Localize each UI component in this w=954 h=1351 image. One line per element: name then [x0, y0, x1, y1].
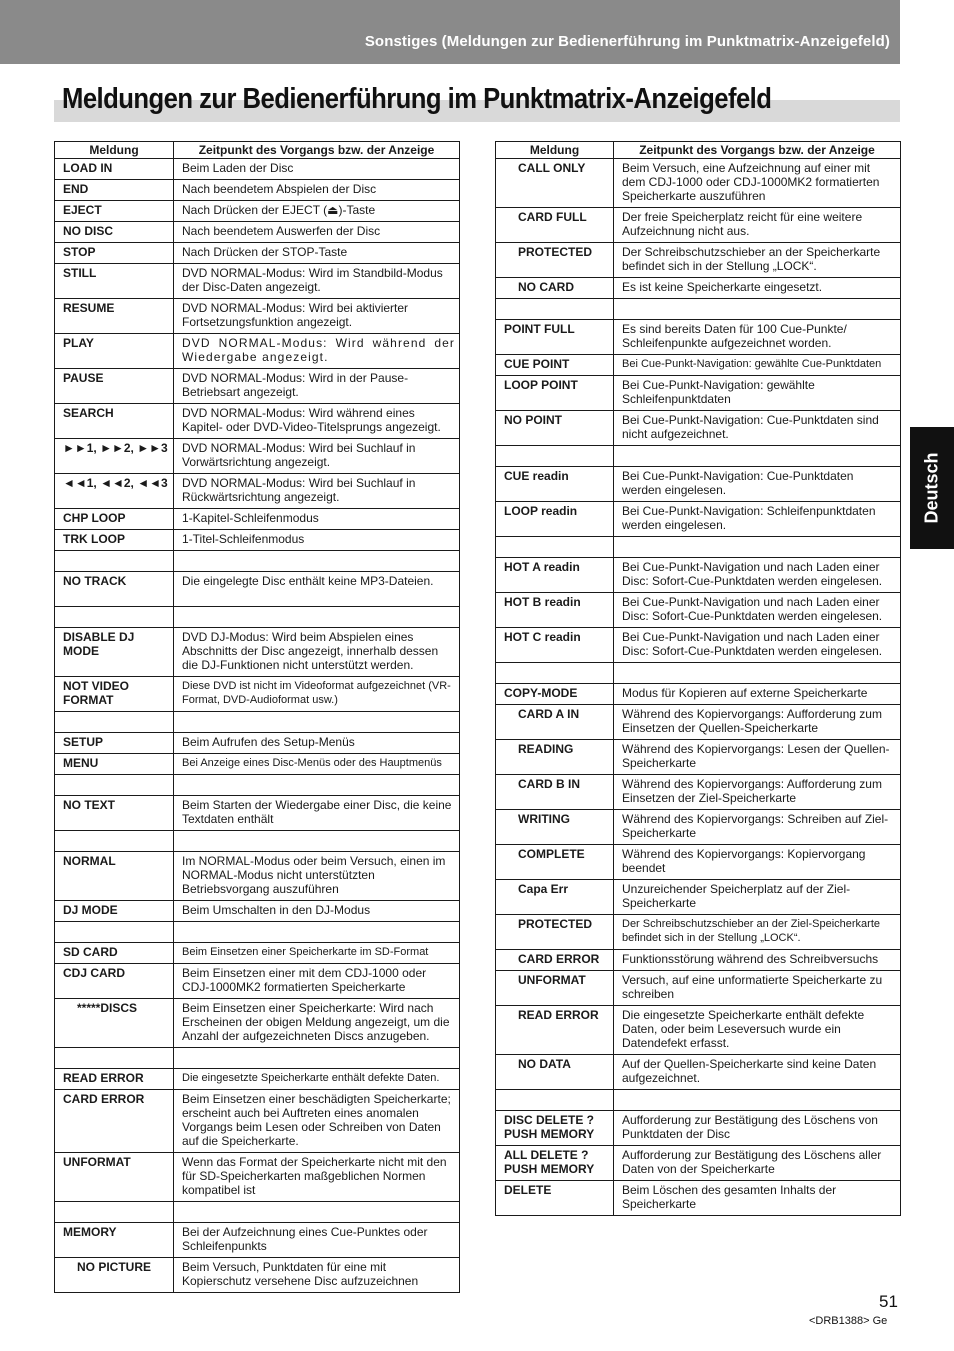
table-row — [55, 369, 460, 404]
table-row — [496, 684, 901, 705]
table-row — [496, 278, 901, 299]
empty-cell — [496, 537, 614, 558]
document-code: <DRB1388> Ge — [809, 1315, 888, 1327]
description-cell: Die eingesetzte Speicherkarte enthält defekte Daten, oder beim Leseversuch wurde ein Datendefekt erfasst. — [614, 1006, 901, 1055]
description-cell: Nach beendetem Abspielen der Disc — [174, 180, 460, 201]
table-row — [55, 334, 460, 369]
table-row — [55, 509, 460, 530]
description-cell: DVD NORMAL-Modus: Wird in der Pause-Betriebsart angezeigt. — [174, 369, 460, 404]
description-cell: Bei Cue-Punkt-Navigation: Schleifenpunktdaten werden eingelesen. — [614, 502, 901, 537]
message-cell: CALL ONLY — [496, 159, 614, 208]
section-header-band — [0, 0, 900, 64]
table-row — [55, 222, 460, 243]
empty-cell — [174, 712, 460, 733]
description-cell: Funktionsstörung während des Schreibversuchs — [614, 950, 901, 971]
message-cell: MENU — [55, 754, 174, 775]
message-cell: MEMORY — [55, 1223, 174, 1258]
table-row — [496, 355, 901, 376]
description-cell: Beim Starten der Wiedergabe einer Disc, die keine Textdaten enthält — [174, 796, 460, 831]
table-row — [496, 1111, 901, 1146]
description-cell: Während des Kopiervorgangs: Schreiben auf Ziel-Speicherkarte — [614, 810, 901, 845]
description-cell: Nach Drücken der EJECT (⏏)-Taste — [174, 201, 460, 222]
table-row — [496, 845, 901, 880]
message-cell: NO CARD — [496, 278, 614, 299]
table-row — [55, 999, 460, 1048]
table-row — [55, 677, 460, 712]
description-cell: DVD NORMAL-Modus: Wird im Standbild-Modus der Disc-Daten angezeigt. — [174, 264, 460, 299]
empty-cell — [614, 446, 901, 467]
table-row — [496, 775, 901, 810]
empty-cell — [614, 663, 901, 684]
description-cell: Beim Löschen des gesamten Inhalts der Speicherkarte — [614, 1181, 901, 1216]
spacer-row — [55, 712, 460, 733]
message-cell: PROTECTED — [496, 915, 614, 950]
table-row — [55, 572, 460, 607]
description-cell: Modus für Kopieren auf externe Speicherkarte — [614, 684, 901, 705]
section-header-text: Sonstiges (Meldungen zur Bedienerführung im Punktmatrix-Anzeigefeld) — [364, 33, 890, 50]
page-number: 51 — [879, 1292, 898, 1311]
description-cell: Im NORMAL-Modus oder beim Versuch, einen im NORMAL-Modus nicht unterstützten Betriebsvorgang auszuführen — [174, 852, 460, 901]
spacer-row — [55, 551, 460, 572]
message-cell: WRITING — [496, 810, 614, 845]
table-row — [55, 964, 460, 999]
empty-cell — [496, 299, 614, 320]
message-cell: READ ERROR — [55, 1069, 174, 1090]
table-row — [55, 1223, 460, 1258]
description-cell: Es sind bereits Daten für 100 Cue-Punkte/ Schleifenpunkte aufgezeichnet worden. — [614, 320, 901, 355]
message-cell: HOT C readin — [496, 628, 614, 663]
table-row — [496, 628, 901, 663]
message-cell: PROTECTED — [496, 243, 614, 278]
table-row — [496, 208, 901, 243]
description-cell: Bei Cue-Punkt-Navigation: gewählte Schleifenpunktdaten — [614, 376, 901, 411]
empty-cell — [55, 712, 174, 733]
description-cell: Bei Cue-Punkt-Navigation: gewählte Cue-Punktdaten — [614, 355, 901, 376]
empty-cell — [55, 607, 174, 628]
table-row — [55, 180, 460, 201]
description-cell: Beim Einsetzen einer mit dem CDJ-1000 oder CDJ-1000MK2 formatierten Speicherkarte — [174, 964, 460, 999]
message-cell: PLAY — [55, 334, 174, 369]
table-row — [496, 915, 901, 950]
description-cell: Bei Cue-Punkt-Navigation: Cue-Punktdaten sind nicht aufgezeichnet. — [614, 411, 901, 446]
description-cell: DVD NORMAL-Modus: Wird bei aktivierter Fortsetzungsfunktion angezeigt. — [174, 299, 460, 334]
message-cell: NO POINT — [496, 411, 614, 446]
spacer-row — [496, 663, 901, 684]
description-cell: Unzureichender Speicherplatz auf der Ziel-Speicherkarte — [614, 880, 901, 915]
description-cell: 1-Titel-Schleifenmodus — [174, 530, 460, 551]
message-cell: READ ERROR — [496, 1006, 614, 1055]
description-cell: Beim Umschalten in den DJ-Modus — [174, 901, 460, 922]
message-cell: PAUSE — [55, 369, 174, 404]
table-row — [496, 320, 901, 355]
message-cell: CUE POINT — [496, 355, 614, 376]
description-cell: Aufforderung zur Bestätigung des Löschens von Punktdaten der Disc — [614, 1111, 901, 1146]
message-cell: READING — [496, 740, 614, 775]
description-cell: Beim Einsetzen einer Speicherkarte im SD-Format — [174, 943, 460, 964]
empty-cell — [55, 1202, 174, 1223]
empty-cell — [174, 775, 460, 796]
message-cell: NO TRACK — [55, 572, 174, 607]
description-cell: Versuch, auf eine unformatierte Speicherkarte zu schreiben — [614, 971, 901, 1006]
description-cell: Beim Aufrufen des Setup-Menüs — [174, 733, 460, 754]
spacer-row — [55, 607, 460, 628]
message-cell: DJ MODE — [55, 901, 174, 922]
table-row — [496, 1006, 901, 1055]
description-cell: Beim Einsetzen einer beschädigten Speicherkarte; erscheint auch bei Auftreten eines anomalen Vorgangs beim Lesen oder Schreiben von Daten auf die Speicherkarte. — [174, 1090, 460, 1153]
empty-cell — [614, 1090, 901, 1111]
message-cell: CARD ERROR — [496, 950, 614, 971]
table-row — [496, 376, 901, 411]
table-row — [55, 943, 460, 964]
empty-cell — [55, 922, 174, 943]
table-row — [55, 159, 460, 180]
empty-cell — [496, 446, 614, 467]
message-cell: NO TEXT — [55, 796, 174, 831]
message-cell: CARD ERROR — [55, 1090, 174, 1153]
col-header-zeitpunkt: Zeitpunkt des Vorgangs bzw. der Anzeige — [614, 142, 901, 159]
description-cell: DVD NORMAL-Modus: Wird während eines Kapitel- oder DVD-Video-Titelsprungs angezeigt. — [174, 404, 460, 439]
message-cell: CARD FULL — [496, 208, 614, 243]
table-row — [496, 411, 901, 446]
description-cell: Bei Cue-Punkt-Navigation und nach Laden einer Disc: Sofort-Cue-Punktdaten werden eingelesen. — [614, 593, 901, 628]
table-row — [55, 852, 460, 901]
table-row — [55, 1069, 460, 1090]
description-cell: Beim Versuch, Punktdaten für eine mit Kopierschutz versehene Disc aufzuzeichnen — [174, 1258, 460, 1293]
spacer-row — [55, 1048, 460, 1069]
description-cell: Beim Laden der Disc — [174, 159, 460, 180]
description-cell: Während des Kopiervorgangs: Kopiervorgang beendet — [614, 845, 901, 880]
messages-table-left — [54, 141, 460, 1293]
description-cell: Während des Kopiervorgangs: Lesen der Quellen-Speicherkarte — [614, 740, 901, 775]
message-cell: UNFORMAT — [55, 1153, 174, 1202]
empty-cell — [55, 1048, 174, 1069]
description-cell: Wenn das Format der Speicherkarte nicht mit den für SD-Speicherkarten maßgeblichen Normen kompatibel ist — [174, 1153, 460, 1202]
table-row — [496, 880, 901, 915]
message-cell: SETUP — [55, 733, 174, 754]
table-row — [496, 1146, 901, 1181]
empty-cell — [614, 299, 901, 320]
table-row — [55, 1153, 460, 1202]
description-cell: Diese DVD ist nicht im Videoformat aufgezeichnet (VR-Format, DVD-Audioformat usw.) — [174, 677, 460, 712]
table-row — [55, 404, 460, 439]
table-row — [496, 558, 901, 593]
description-cell: Nach Drücken der STOP-Taste — [174, 243, 460, 264]
description-cell: Beim Einsetzen einer Speicherkarte: Wird nach Erscheinen der obigen Meldung angezeigt, um die Anzahl der aufgezeichneten Discs anzugeben. — [174, 999, 460, 1048]
description-cell: DVD NORMAL-Modus: Wird bei Suchlauf in Vorwärtsrichtung angezeigt. — [174, 439, 460, 474]
table-row — [55, 264, 460, 299]
description-cell: Bei Anzeige eines Disc-Menüs oder des Hauptmenüs — [174, 754, 460, 775]
spacer-row — [496, 299, 901, 320]
description-cell: DVD DJ-Modus: Wird beim Abspielen eines Abschnitts der Disc angezeigt, innerhalb dessen die DJ-Funktionen nicht unterstützt werden. — [174, 628, 460, 677]
message-cell: NO PICTURE — [55, 1258, 174, 1293]
description-cell: Beim Versuch, eine Aufzeichnung auf einer mit dem CDJ-1000 oder CDJ-1000MK2 formatierten Speicherkarte auszuführen — [614, 159, 901, 208]
table-row — [496, 593, 901, 628]
empty-cell — [55, 551, 174, 572]
table-row — [55, 1258, 460, 1293]
message-cell: TRK LOOP — [55, 530, 174, 551]
spacer-row — [55, 1202, 460, 1223]
message-cell: HOT B readin — [496, 593, 614, 628]
message-cell: DISC DELETE ? PUSH MEMORY — [496, 1111, 614, 1146]
message-cell: LOOP POINT — [496, 376, 614, 411]
spacer-row — [55, 922, 460, 943]
message-cell: COMPLETE — [496, 845, 614, 880]
description-cell: Bei Cue-Punkt-Navigation und nach Laden einer Disc: Sofort-Cue-Punktdaten werden eingelesen. — [614, 558, 901, 593]
message-cell: CUE readin — [496, 467, 614, 502]
empty-cell — [174, 831, 460, 852]
description-cell: Der freie Speicherplatz reicht für eine weitere Aufzeichnung nicht aus. — [614, 208, 901, 243]
empty-cell — [55, 775, 174, 796]
spacer-row — [496, 537, 901, 558]
message-cell: NO DISC — [55, 222, 174, 243]
table-row — [55, 628, 460, 677]
col-header-meldung: Meldung — [496, 142, 614, 159]
description-cell: DVD NORMAL-Modus: Wird bei Suchlauf in Rückwärtsrichtung angezeigt. — [174, 474, 460, 509]
description-cell: Bei Cue-Punkt-Navigation: Cue-Punktdaten werden eingelesen. — [614, 467, 901, 502]
description-cell: Während des Kopiervorgangs: Aufforderung zum Einsetzen der Ziel-Speicherkarte — [614, 775, 901, 810]
table-row — [496, 810, 901, 845]
message-cell: EJECT — [55, 201, 174, 222]
message-cell: RESUME — [55, 299, 174, 334]
language-tab-label: Deutsch — [921, 452, 942, 524]
message-cell: CDJ CARD — [55, 964, 174, 999]
message-cell: CARD B IN — [496, 775, 614, 810]
message-cell: ◄◄1, ◄◄2, ◄◄3 — [55, 474, 174, 509]
empty-cell — [174, 1202, 460, 1223]
empty-cell — [174, 922, 460, 943]
table-row — [55, 201, 460, 222]
table-row — [55, 530, 460, 551]
empty-cell — [496, 1090, 614, 1111]
col-header-zeitpunkt: Zeitpunkt des Vorgangs bzw. der Anzeige — [174, 142, 460, 159]
table-row — [496, 971, 901, 1006]
table-row — [496, 705, 901, 740]
table-row — [496, 740, 901, 775]
message-cell: NOT VIDEO FORMAT — [55, 677, 174, 712]
table-row — [496, 467, 901, 502]
message-cell: *****DISCS — [55, 999, 174, 1048]
table-row — [496, 950, 901, 971]
table-row — [496, 1181, 901, 1216]
message-cell: DISABLE DJ MODE — [55, 628, 174, 677]
description-cell: DVD NORMAL-Modus: Wird während der Wiedergabe angezeigt. — [174, 334, 460, 369]
message-cell: DELETE — [496, 1181, 614, 1216]
table-row — [55, 796, 460, 831]
description-cell: Bei der Aufzeichnung eines Cue-Punktes oder Schleifenpunkts — [174, 1223, 460, 1258]
table-row — [496, 159, 901, 208]
description-cell: Nach beendetem Auswerfen der Disc — [174, 222, 460, 243]
message-cell: STOP — [55, 243, 174, 264]
spacer-row — [55, 775, 460, 796]
table-row — [496, 502, 901, 537]
description-cell: Es ist keine Speicherkarte eingesetzt. — [614, 278, 901, 299]
message-cell: CARD A IN — [496, 705, 614, 740]
language-tab — [910, 427, 954, 549]
empty-cell — [496, 663, 614, 684]
message-cell: HOT A readin — [496, 558, 614, 593]
messages-table-right — [495, 141, 901, 1216]
empty-cell — [174, 1048, 460, 1069]
table-row — [496, 243, 901, 278]
table-row — [55, 733, 460, 754]
message-cell: END — [55, 180, 174, 201]
description-cell: Während des Kopiervorgangs: Aufforderung zum Einsetzen der Quellen-Speicherkarte — [614, 705, 901, 740]
page-title: Meldungen zur Bedienerführung im Punktmatrix-Anzeigefeld — [62, 83, 772, 115]
description-cell: 1-Kapitel-Schleifenmodus — [174, 509, 460, 530]
description-cell: Die eingelegte Disc enthält keine MP3-Dateien. — [174, 572, 460, 607]
spacer-row — [496, 446, 901, 467]
table-row — [55, 901, 460, 922]
message-cell: SD CARD — [55, 943, 174, 964]
empty-cell — [55, 831, 174, 852]
description-cell: Der Schreibschutzschieber an der Ziel-Speicherkarte befindet sich in der Stellung „LOCK“. — [614, 915, 901, 950]
description-cell: Aufforderung zur Bestätigung des Löschens aller Daten von der Speicherkarte — [614, 1146, 901, 1181]
message-cell: NO DATA — [496, 1055, 614, 1090]
message-cell: CHP LOOP — [55, 509, 174, 530]
spacer-row — [55, 831, 460, 852]
description-cell: Der Schreibschutzschieber an der Speicherkarte befindet sich in der Stellung „LOCK“. — [614, 243, 901, 278]
message-cell: POINT FULL — [496, 320, 614, 355]
description-cell: Auf der Quellen-Speicherkarte sind keine Daten aufgezeichnet. — [614, 1055, 901, 1090]
table-row — [55, 754, 460, 775]
message-cell: COPY-MODE — [496, 684, 614, 705]
message-cell: SEARCH — [55, 404, 174, 439]
col-header-meldung: Meldung — [55, 142, 174, 159]
table-row — [55, 439, 460, 474]
message-cell: NORMAL — [55, 852, 174, 901]
empty-cell — [614, 537, 901, 558]
table-header-row — [55, 142, 460, 159]
message-cell: ALL DELETE ? PUSH MEMORY — [496, 1146, 614, 1181]
message-cell: ►►1, ►►2, ►►3 — [55, 439, 174, 474]
description-cell: Die eingesetzte Speicherkarte enthält defekte Daten. — [174, 1069, 460, 1090]
empty-cell — [174, 551, 460, 572]
table-row — [496, 1055, 901, 1090]
table-row — [55, 299, 460, 334]
table-row — [55, 243, 460, 264]
empty-cell — [174, 607, 460, 628]
table-row — [55, 474, 460, 509]
spacer-row — [496, 1090, 901, 1111]
message-cell: UNFORMAT — [496, 971, 614, 1006]
message-cell: Capa Err — [496, 880, 614, 915]
message-cell: LOAD IN — [55, 159, 174, 180]
message-cell: LOOP readin — [496, 502, 614, 537]
table-row — [55, 1090, 460, 1153]
table-header-row — [496, 142, 901, 159]
message-cell: STILL — [55, 264, 174, 299]
description-cell: Bei Cue-Punkt-Navigation und nach Laden einer Disc: Sofort-Cue-Punktdaten werden eingelesen. — [614, 628, 901, 663]
